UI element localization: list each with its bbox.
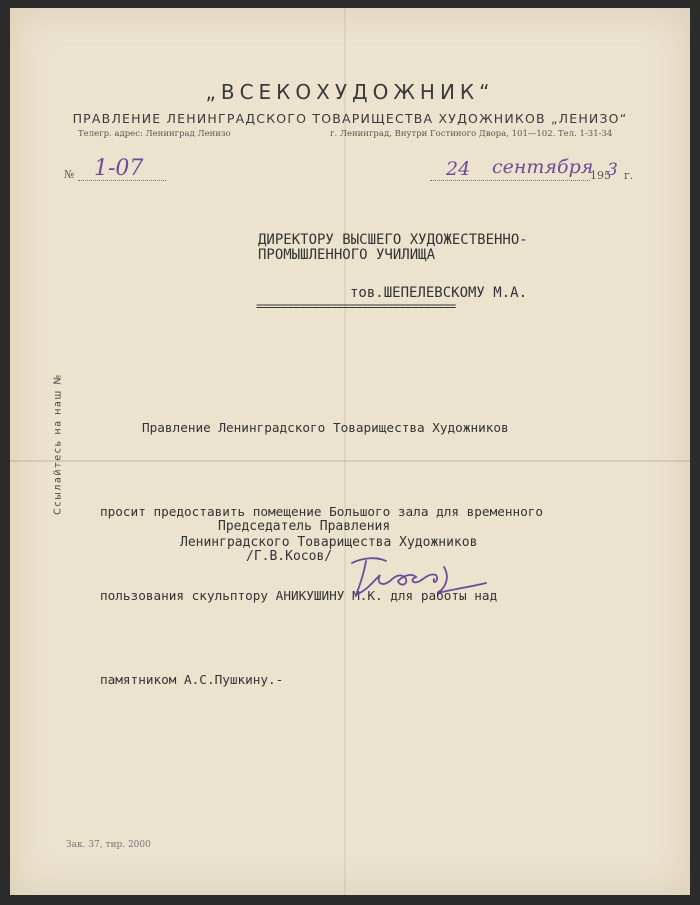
addressee-underline: ================================ [256,299,456,313]
body-line-1: Правление Ленинградского Товарищества Художников [142,420,509,435]
date-year-suffix: 3 [607,160,618,180]
letterhead-title: „ВСЕКОХУДОЖНИК“ [205,80,495,104]
body-line-3: пользования скульптору АНИКУШИНУ М.К. для работы над [100,588,498,603]
date-day: 24 [446,158,471,180]
postal-address: г. Ленинград, Внутри Гостиного Двора, 101—102. Тел. 1-31-34 [330,129,613,139]
reference-number-label: № [64,168,75,181]
side-reference-note: Ссылайтесь на наш № [52,373,64,515]
letter-sheet [10,8,690,895]
date-dotline [430,180,590,181]
letterhead-subtitle: ПРАВЛЕНИЕ ЛЕНИНГРАДСКОГО ТОВАРИЩЕСТВА ХУДОЖНИКОВ „ЛЕНИЗО“ [72,111,628,126]
addressee-line-2: ПРОМЫШЛЕННОГО УЧИЛИЩА [258,247,436,263]
reference-number-value: 1-07 [94,156,144,181]
date-month: сентября [492,156,594,178]
addressee-name: тов.ШЕПЕЛЕВСКОМУ М.А. [350,285,528,301]
date-year-prefix: 195 [590,169,611,182]
signature-organization: Ленинградского Товарищества Художников [180,535,478,550]
print-run-info: Зак. 37, тир. 2000 [66,840,151,850]
signature-name: /Г.В.Косов/ [246,549,333,564]
body-line-2: просит предоставить помещение Большого зала для временного [100,504,544,519]
addressee-line-1: ДИРЕКТОРУ ВЫСШЕГО ХУДОЖЕСТВЕННО- [258,232,528,248]
telegraph-address: Телегр. адрес: Ленинград Ленизо [78,129,231,139]
date-year-label: г. [624,169,634,182]
signature-title: Председатель Правления [218,519,391,534]
body-line-4: памятником А.С.Пушкину.- [100,672,284,687]
handwritten-signature [346,553,496,603]
